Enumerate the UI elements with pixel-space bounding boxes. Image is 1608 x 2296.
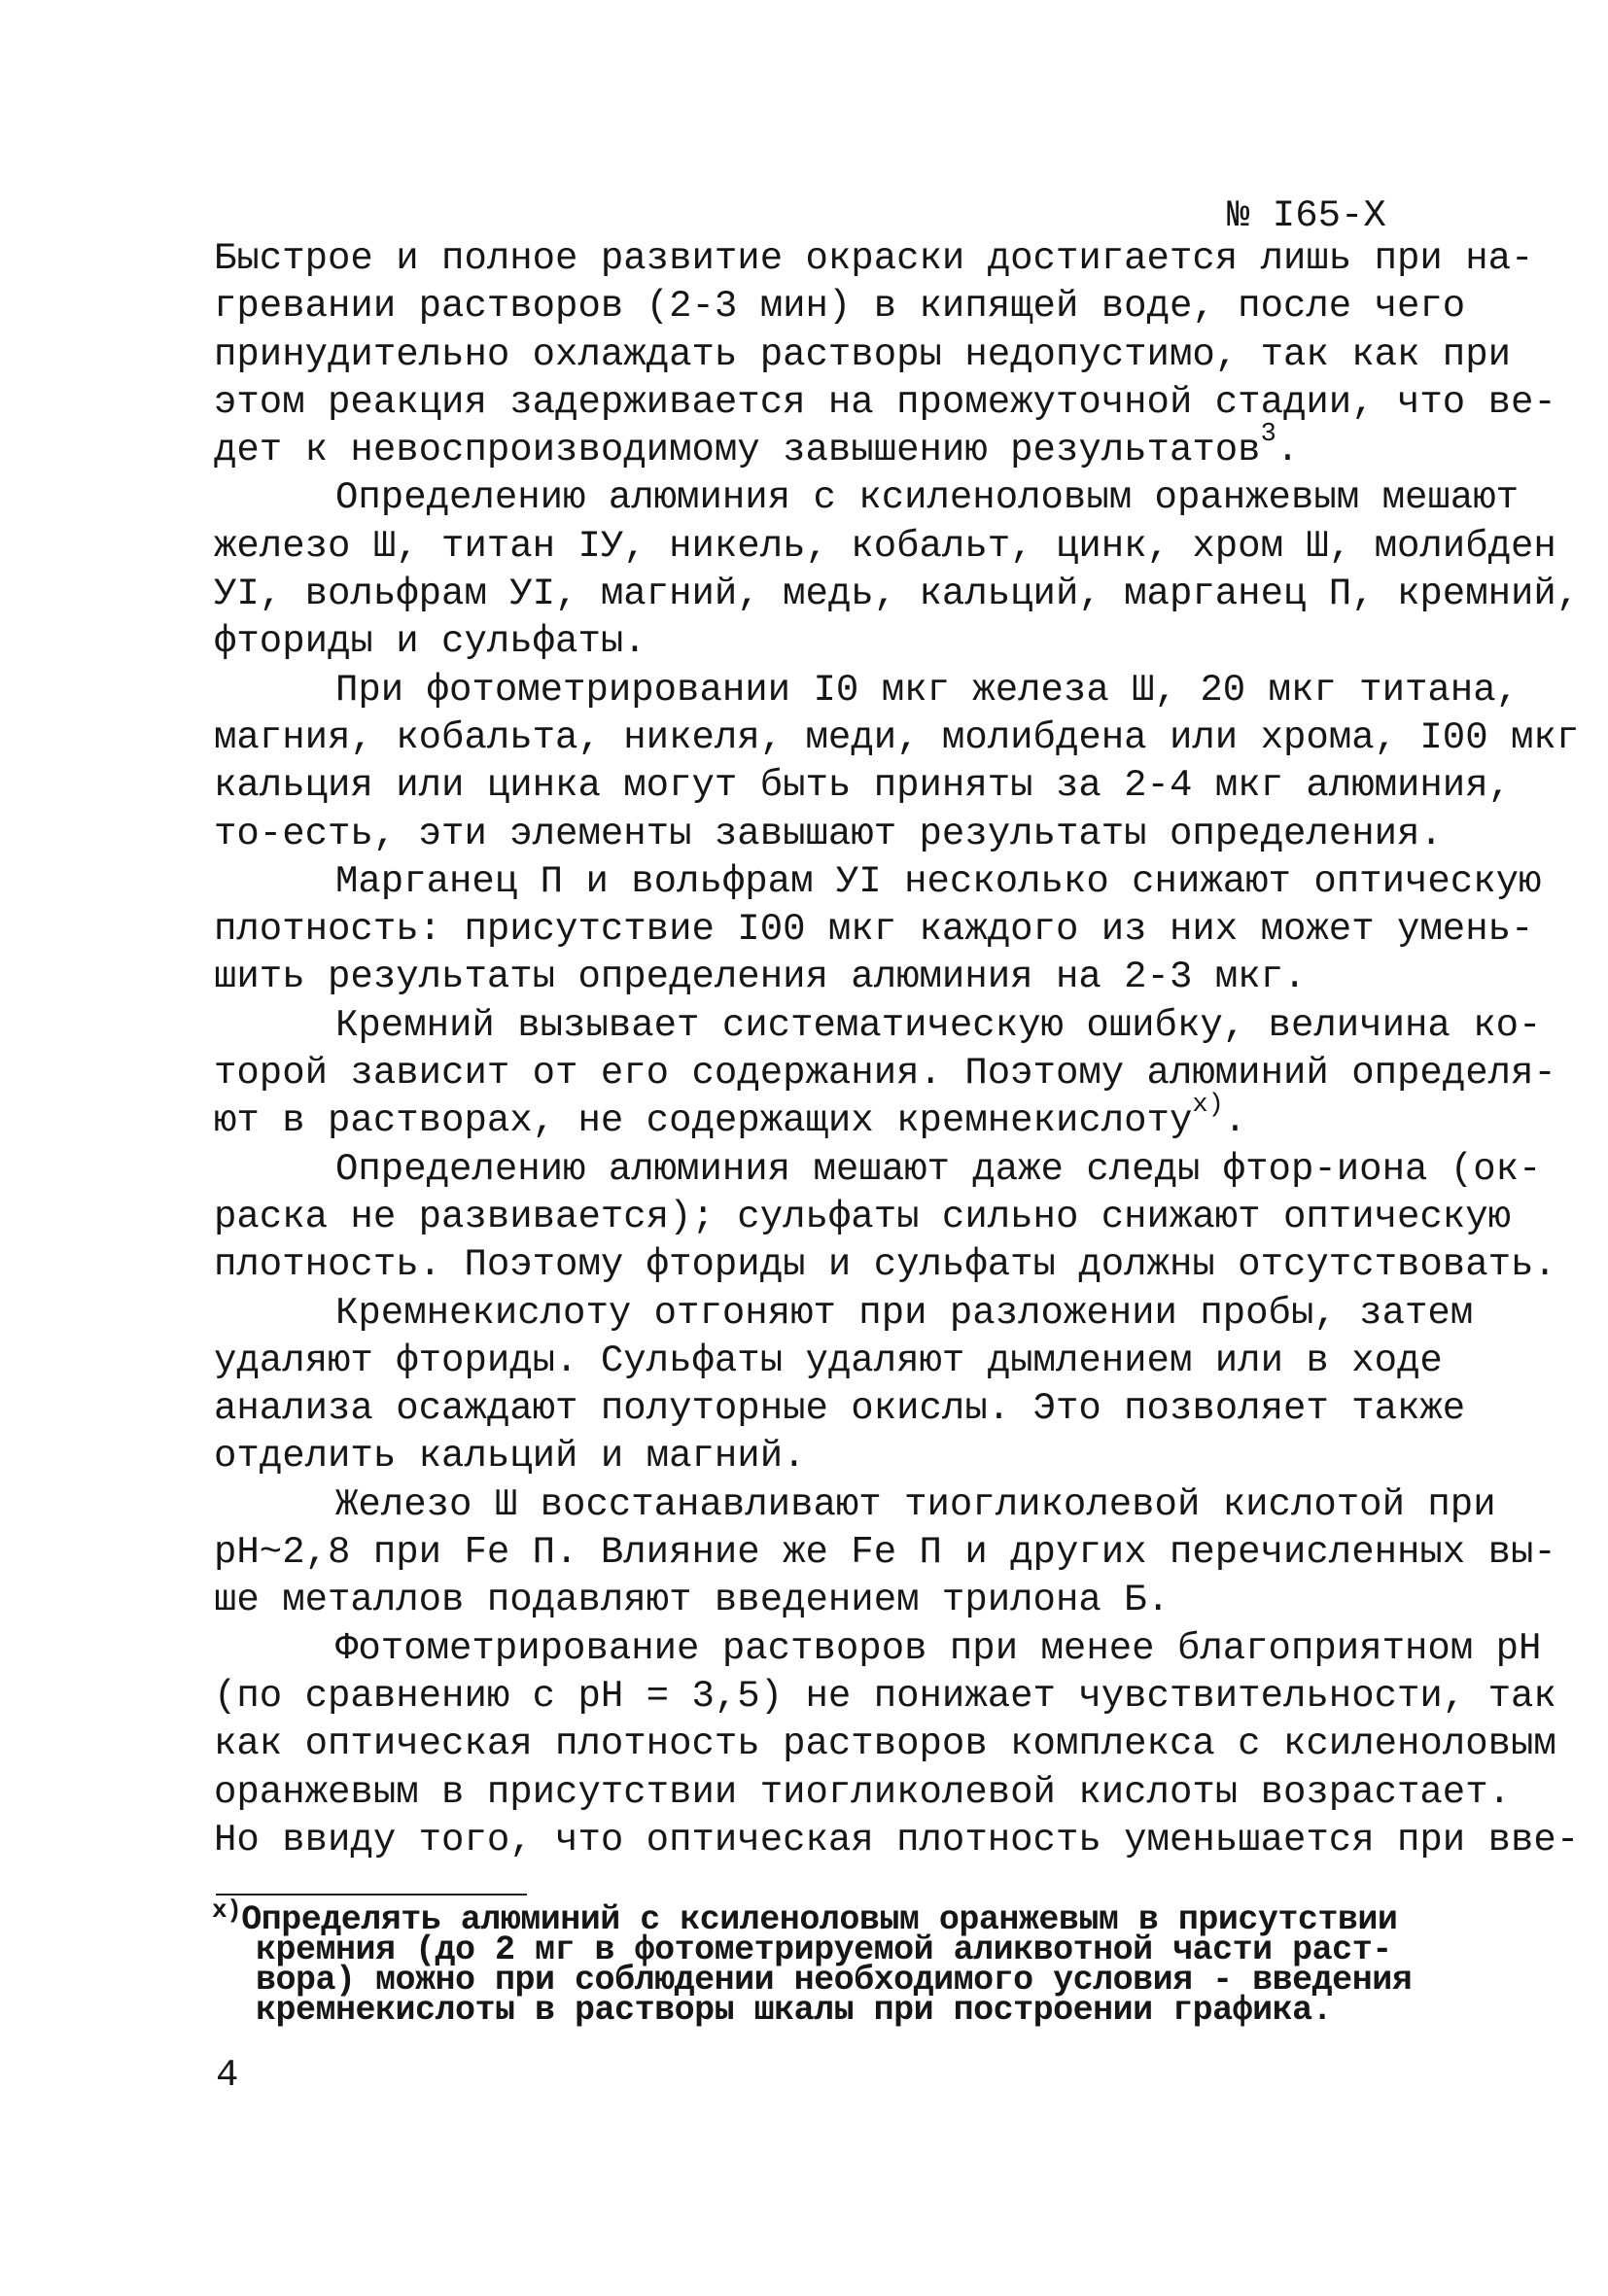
text-line — [214, 420, 1400, 474]
text-line: плотность. Поэтому фториды и сульфаты должны отсутствовать. — [214, 1243, 1556, 1287]
text-line: Кремний вызывает систематическую ошибку, величина ко- — [335, 1003, 1542, 1047]
text-line: принудительно охлаждать растворы недопустимо, так как при — [214, 332, 1512, 376]
text-line: шить результаты определения алюминия на 2-3 мкг. — [214, 956, 1307, 999]
text-line: УI, вольфрам УI, магний, медь, кальций, марганец П, кремний, — [214, 573, 1580, 616]
text-line: анализа осаждают полуторные окислы. Это позволяет также — [214, 1387, 1466, 1431]
text-line: При фотометрировании I0 мкг железа Ш, 20 мкг титана, — [335, 668, 1519, 712]
text-line: (по сравнению с pH = 3,5) не понижает чувствительности, так — [214, 1674, 1556, 1718]
text-segment: ют в растворах, не содержащих кремнекислоту — [214, 1099, 1193, 1143]
text-line: Фотометрирование растворов при менее благоприятном pH — [335, 1626, 1542, 1670]
footnote-mark: х) — [212, 1896, 242, 1925]
footnote-line: кремния (до 2 мг в фотометрируемой аликвотной части раст- — [256, 1931, 1392, 1969]
text-line: раска не развивается); сульфаты сильно снижают оптическую — [214, 1195, 1512, 1238]
text-line: ше металлов подавляют введением трилона Б. — [214, 1579, 1170, 1622]
text-line: отделить кальций и магний. — [214, 1435, 806, 1478]
text-line: Определению алюминия мешают даже следы фтор-иона (ок- — [335, 1147, 1542, 1191]
text-line: фториды и сульфаты. — [214, 620, 647, 664]
text-line: торой зависит от его содержания. Поэтому алюминий определя- — [214, 1052, 1556, 1096]
text-line: Быстрое и полное развитие окраски достигается лишь при на- — [214, 237, 1534, 280]
text-line: Железо Ш восстанавливают тиогликолевой кислотой при — [335, 1482, 1496, 1526]
text-line: плотность: присутствие I00 мкг каждого из них может умень- — [214, 908, 1534, 952]
text-line: железо Ш, титан IУ, никель, кобальт, цинк, хром Ш, молибден — [214, 524, 1556, 568]
text-line: гревании растворов (2-3 мин) в кипящей воде, после чего — [214, 285, 1466, 329]
text-line: магния, кобальта, никеля, меди, молибдена или хрома, I00 мкг — [214, 715, 1580, 759]
footnote — [212, 1896, 1417, 2030]
text-line: оранжевым в присутствии тиогликолевой кислоты возрастает. — [214, 1770, 1512, 1814]
text-line: Марганец П и вольфрам УI несколько снижают оптическую — [335, 859, 1542, 903]
footnote-reference: х) — [1192, 1091, 1224, 1121]
text-segment: . — [1276, 429, 1300, 472]
reference-superscript: 3 — [1260, 420, 1276, 450]
text-line: pH~2,8 при Fe П. Влияние же Fe П и других перечисленных вы- — [214, 1531, 1556, 1575]
page-number: 4 — [216, 2054, 239, 2097]
text-segment: . — [1223, 1099, 1247, 1143]
footnote-line: вора) можно при соблюдении необходимого условия - введения — [256, 1961, 1413, 2000]
text-line: кальция или цинка могут быть приняты за 2-4 мкг алюминия, — [214, 764, 1512, 808]
text-line: то-есть, эти элементы завышают результаты определения. — [214, 812, 1443, 855]
footnote-divider — [216, 1894, 527, 1896]
document-number: № I65-X — [1227, 194, 1386, 237]
body-text — [214, 235, 1580, 1864]
footnote-line: кремнекислоты в растворы шкалы при построении графика. — [256, 1991, 1333, 2030]
text-line: этом реакция задерживается на промежуточной стадии, что ве- — [214, 380, 1556, 424]
text-line — [214, 1091, 1400, 1145]
text-segment: Определять алюминий с ксиленоловым оранжевым в присутствии — [241, 1900, 1398, 1939]
text-line: Кремнекислоту отгоняют при разложении пробы, затем — [335, 1291, 1474, 1335]
text-line: Определению алюминия с ксиленоловым оранжевым мешают — [335, 476, 1519, 520]
text-line: Но ввиду того, что оптическая плотность уменьшается при вве- — [214, 1818, 1580, 1861]
text-line: как оптическая плотность растворов комплекса с ксиленоловым — [214, 1722, 1556, 1766]
text-segment: дет к невоспроизводимому завышению результатов — [214, 429, 1261, 472]
text-line: удаляют фториды. Сульфаты удаляют дымлением или в ходе — [214, 1339, 1443, 1382]
